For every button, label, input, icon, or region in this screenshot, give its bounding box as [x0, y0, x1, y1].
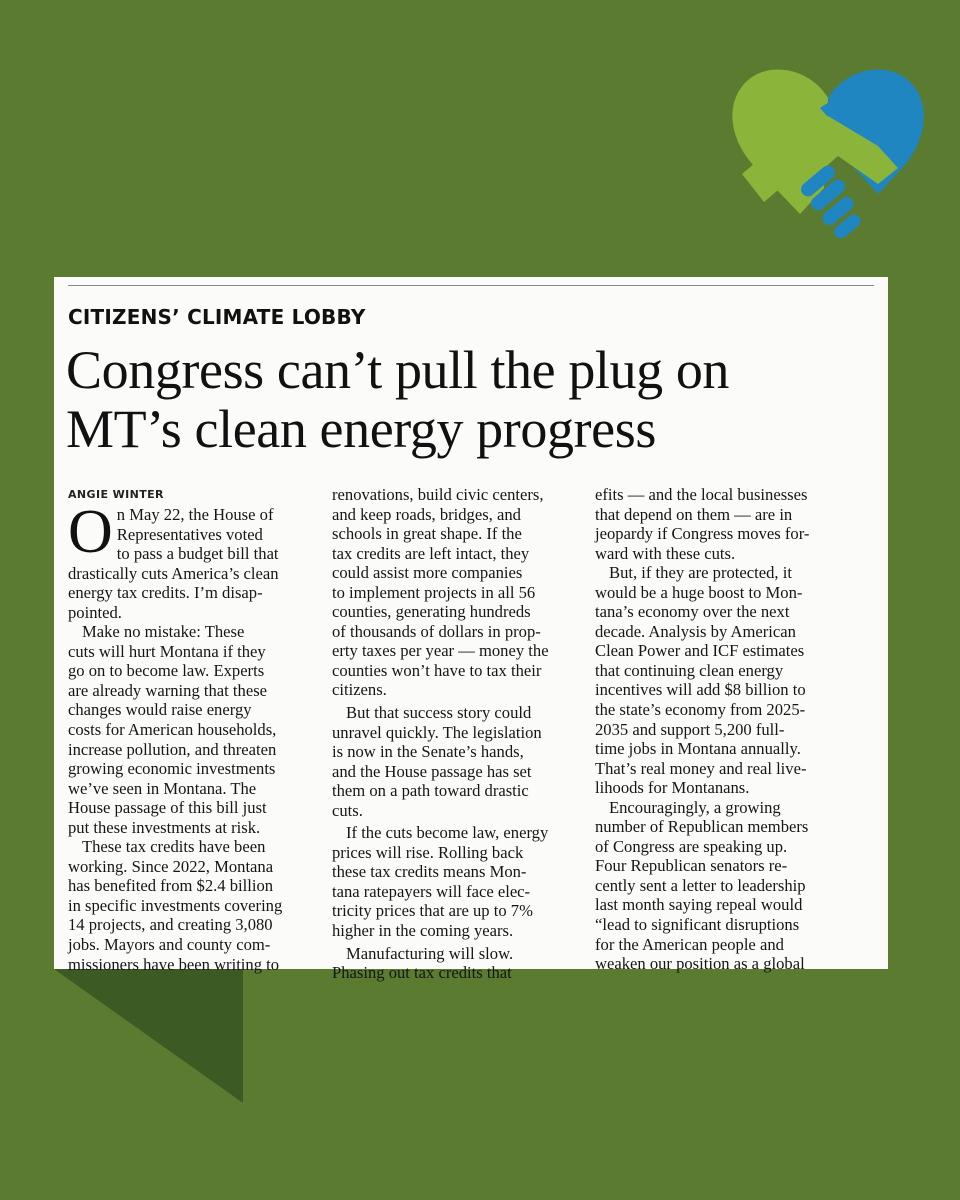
text-line: jeopardy if Congress moves for- [595, 524, 810, 544]
text-line: tana’s economy over the next [595, 602, 790, 622]
text-line: and the House passage has set [332, 761, 532, 781]
text-line: drastically cuts America’s clean [68, 563, 279, 583]
text-line: decade. Analysis by American [595, 621, 796, 641]
text-line: weaken our position as a global [595, 954, 805, 974]
text-line: But that success story could [346, 703, 532, 723]
text-line: Phasing out tax credits that [332, 963, 512, 983]
text-line: That’s real money and real live- [595, 758, 807, 778]
top-rule [68, 285, 874, 286]
text-line: citizens. [332, 680, 387, 700]
text-line: tana ratepayers will face elec- [332, 881, 531, 901]
text-line: the state’s economy from 2025- [595, 700, 806, 720]
handshake-heart-icon [728, 56, 928, 246]
newspaper-clipping [54, 277, 888, 983]
text-line: we’ve seen in Montana. The [68, 778, 257, 798]
text-line: number of Republican members [595, 817, 809, 837]
text-line: Manufacturing will slow. [346, 943, 514, 963]
text-line: prices will rise. Rolling back [332, 842, 524, 862]
text-line: costs for American households, [68, 720, 277, 740]
text-line: 14 projects, and creating 3,080 [68, 915, 273, 935]
text-line: cently sent a letter to leadership [595, 875, 806, 895]
text-line: efits — and the local businesses [595, 485, 808, 504]
text-line: schools in great shape. If the [332, 524, 522, 544]
drop-cap: O [68, 498, 113, 566]
text-line: incentives will add $8 billion to [595, 680, 806, 700]
text-line: of Congress are speaking up. [595, 836, 788, 856]
article-column-2 [332, 485, 584, 983]
text-line: increase pollution, and threaten [68, 739, 277, 759]
text-line: them on a path toward drastic [332, 781, 529, 801]
text-line: higher in the coming years. [332, 921, 514, 941]
text-line: counties, generating hundreds [332, 602, 531, 622]
text-line: are already warning that these [68, 680, 268, 700]
text-line: jobs. Mayors and county com- [68, 935, 271, 955]
text-line: of thousands of dollars in prop- [332, 621, 541, 641]
text-line: Make no mistake: These [82, 622, 245, 642]
section-kicker: CITIZENS’ CLIMATE LOBBY [68, 305, 366, 329]
text-line: that continuing clean energy [595, 660, 784, 680]
text-line: energy tax credits. I’m disap- [68, 583, 263, 603]
byline: ANGIE WINTER [68, 488, 164, 501]
headline-line-2: MT’s clean energy progress [66, 399, 656, 459]
text-line: erty taxes per year — money the [332, 641, 549, 661]
text-line: for the American people and [595, 934, 784, 954]
text-line: to implement projects in all 56 [332, 582, 536, 602]
text-line: missioners have been writing to [68, 954, 280, 974]
text-line: growing economic investments [68, 759, 276, 779]
text-line: cuts will hurt Montana if they [68, 641, 266, 661]
text-line: working. Since 2022, Montana [68, 856, 274, 876]
text-line: in specific investments covering [68, 895, 283, 915]
text-line: to pass a budget bill that [116, 544, 279, 564]
article-column-3 [595, 485, 847, 974]
text-line: Representatives voted [116, 524, 263, 544]
headline-line-1: Congress can’t pull the plug on [66, 340, 730, 400]
text-line: last month saying repeal would [595, 895, 803, 915]
text-line: pointed. [68, 602, 122, 622]
headline [66, 341, 876, 459]
text-line: n May 22, the House of [116, 505, 274, 524]
text-line: lihoods for Montanans. [595, 778, 750, 798]
text-line: Clean Power and ICF estimates [595, 641, 805, 661]
text-line: renovations, build civic centers, [332, 485, 544, 504]
text-line: tricity prices that are up to 7% [332, 901, 533, 921]
text-line: has benefited from $2.4 billion [68, 876, 274, 896]
text-line: time jobs in Montana annually. [595, 739, 801, 759]
text-line: These tax credits have been [82, 837, 266, 857]
text-line: these tax credits means Mon- [332, 862, 527, 882]
text-line: would be a huge boost to Mon- [595, 582, 803, 602]
text-line: ward with these cuts. [595, 543, 736, 563]
text-line: 2035 and support 5,200 full- [595, 719, 785, 739]
text-line: that depend on them — are in [595, 504, 793, 524]
text-line: “lead to significant disruptions [595, 915, 800, 935]
text-line: counties won’t have to tax their [332, 660, 542, 680]
text-line: But, if they are protected, it [609, 563, 792, 583]
text-line: Four Republican senators re- [595, 856, 788, 876]
text-line: cuts. [332, 800, 363, 820]
text-line: Encouragingly, a growing [609, 797, 781, 817]
text-line: unravel quickly. The legislation [332, 722, 542, 742]
article-column-1 [68, 498, 320, 974]
text-line: If the cuts become law, energy [346, 823, 549, 843]
text-line: tax credits are left intact, they [332, 543, 530, 563]
text-line: go on to become law. Experts [68, 661, 265, 681]
text-line: House passage of this bill just [68, 798, 267, 818]
text-line: changes would raise energy [68, 700, 252, 720]
text-line: put these investments at risk. [68, 817, 261, 837]
text-line: could assist more companies [332, 563, 523, 583]
text-line: and keep roads, bridges, and [332, 504, 521, 524]
text-line: is now in the Senate’s hands, [332, 742, 524, 762]
